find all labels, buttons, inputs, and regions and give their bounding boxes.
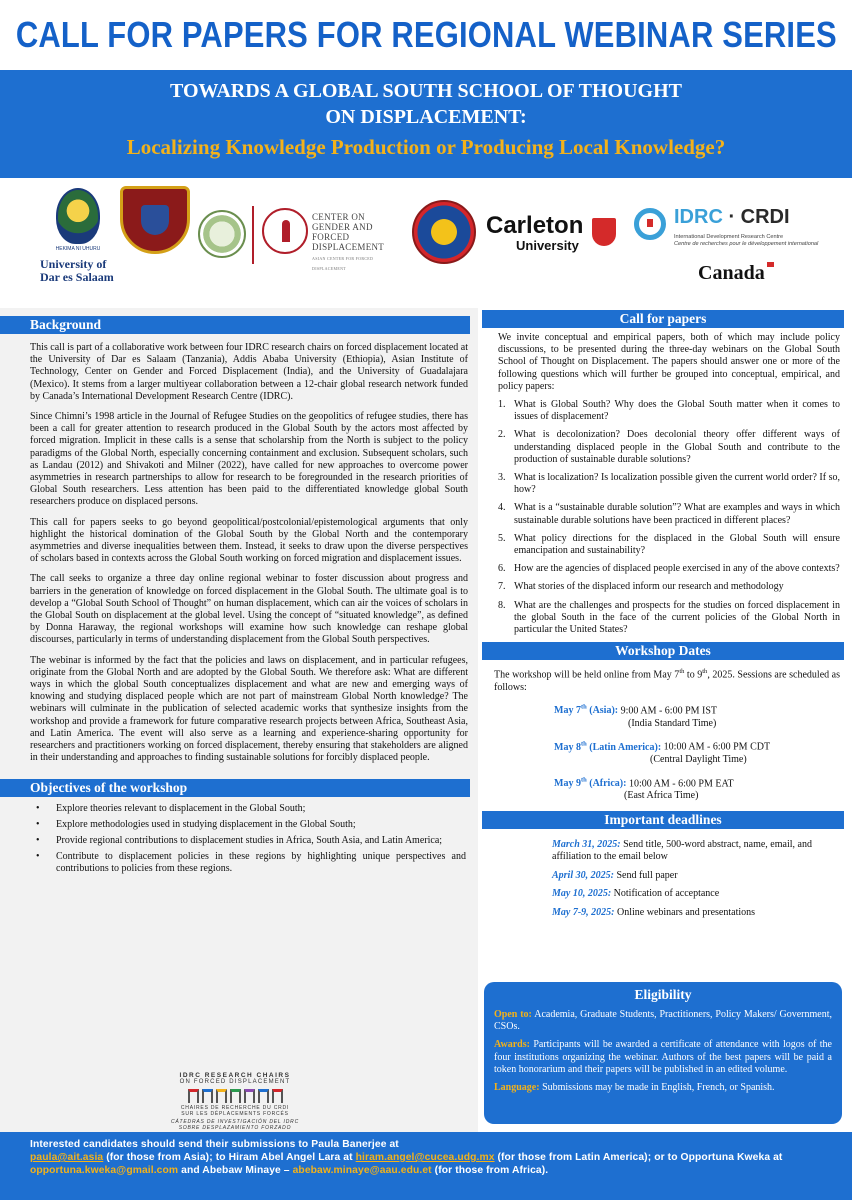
deadline-item [478,888,852,901]
eligibility-awards: Awards: Participants will be awarded a certificate of attendance with logos of the four institutions organizing the webinar. Authors of the best papers will be paid a token honorarium and their papers will be published in an edited volume. [494,1039,832,1075]
question-text: What is decolonization? Does decolonial theory offer different ways of understanding displaced people in the Global South and contribute to the production of sustainable durable solutions? [514,429,840,465]
question-item [498,429,840,466]
footer-text: and Abebaw Minaye – [178,1165,293,1176]
subtitle: Localizing Knowledge Production or Producing Local Knowledge? [126,135,726,159]
objective-item: • Explore theories relevant to displacement in the Global South; [30,803,466,815]
session-row [478,702,852,730]
call-for-papers-intro: We invite conceptual and empirical papers, both of which may include policy discussions, to be presented during the three-day webinars on the Global South School of Thought on Displacement. The papers should answer one or more of the following questions which will further be grouped into conceptual, empirical, and policy papers: [498,332,840,392]
deadline-text: Send full paper [613,869,678,881]
objective-item: • Explore methodologies used in studying displacement in the Global South; [30,819,466,831]
title-line-2: ON DISPLACEMENT: [325,106,527,128]
banner-title: CALL FOR PAPERS FOR REGIONAL WEBINAR SERIES [15,14,837,55]
eligibility-box [484,982,842,1124]
background-paragraph: Since Chimni’s 1998 article in the Journal of Refugee Studies on the geopolitics of refugee studies, there has been a call for greater attention to research produced in the Global South by the actors most affected by forced migration. Implicit in these calls is a sense that scholarship from the North is subject to the policy paradigms of the Global North, especially concerning containment and exclusion. Subsequent scholars, such as Landau (2012) and Shivakoti and Milner (2022), have called for new approaches to overcome power asymmetries in research partnerships to allow for research to be foregrounded in the research priorities of Global South researchers. Less attention has been paid to the differentiated knowledge global South researchers produce on displaced persons. [30,411,468,508]
deadline-date: March 31, 2025: [552,838,621,850]
carleton-line-2: University [516,238,579,253]
canada-wordmark: Canada [698,262,765,284]
left-column [0,308,478,1132]
deadline-text: Notification of acceptance [611,888,720,900]
objective-item: • Provide regional contributions to displacement studies in Africa, South Asia, and Latin America; [30,835,466,847]
question-text: What is Global South? Why does the Global South matter when it comes to issues of displacement? [514,399,840,423]
footer-text: (for those from Latin America); or to Opportuna Kweka at [494,1152,783,1163]
background-heading: Background [0,316,470,334]
session-timezone: (East Africa Time) [624,790,699,802]
idrc-name [674,206,790,229]
chairs-icon [150,1089,320,1103]
question-text: What is a “sustainable durable solution”? What are examples and ways in which sustainable durable solutions have been practiced in different places? [514,502,840,526]
ait-seal-icon [198,210,246,258]
idrc-name-a: IDRC [674,206,723,228]
udsm-logo [40,188,116,284]
deadline-text: Send title, 500-word abstract, name, email, and affiliation to the email below [552,838,812,863]
idrc-maple-icon [634,208,666,240]
footer-contact [0,1132,852,1200]
top-banner [0,0,852,70]
udsm-crest-icon [56,188,100,244]
question-text: What stories of the displaced inform our research and methodology [514,581,784,593]
session-day: May 8th (Latin America): [554,740,662,753]
aau-seal-icon [412,200,476,264]
chairs-line-1: IDRC RESEARCH CHAIRS [179,1072,291,1079]
eligibility-heading: Eligibility [634,987,692,1002]
question-text: How are the agencies of displaced people exercised in any of the above contexts? [514,563,840,575]
session-row [478,738,852,766]
question-item [498,399,840,423]
question-text: What are the challenges and prospects for the studies on forced displacement in the global South in the face of the current policies of the Global North in particular the United States? [514,599,840,636]
objective-item: • Contribute to displacement policies in these regions by highlighting unique perspectives and contributions to policies from these regions. [30,851,466,875]
questions-list [478,399,852,636]
udg-shield-icon [120,186,190,254]
question-number: 4. [498,502,506,514]
cgfd-line-1: CENTER ON [312,212,365,222]
title-band [0,70,852,178]
question-number: 7. [498,581,506,593]
objectives-heading: Objectives of the workshop [0,779,470,797]
question-item [498,502,840,526]
background-paragraph: This call for papers seeks to go beyond geopolitical/postcolonial/epistemological arguments that only highlight the historical domination of the Global South by the Global North and the contemporary asymmetries and diverse inequalities between them. Instead, it seeks to draw upon the diverse perspectives of scholars based in contexts across the Global South working on forced migration and displacement issues. [30,516,468,565]
idrc-sub-1: International Development Research Centre [674,234,784,240]
udsm-name-line-2: Dar es Salaam [40,270,114,284]
question-item [498,472,840,496]
question-item [498,581,840,593]
udsm-name-line-1: University of [40,257,107,271]
eligibility-language: Language: Submissions may be made in English, French, or Spanish. [494,1082,775,1094]
udsm-motto: HEKIMA NI UHURU [55,246,101,252]
deadlines-heading: Important deadlines [482,811,844,829]
deadline-item [478,907,852,920]
background-paragraph: This call is part of a collaborative work between four IDRC research chairs on forced displacement located at the University of Dar es Salaam (Tanzania), Addis Ababa University (Ethiopia), Asian Institute of Technology, Center on Gender and Forced Displacement (India), and the University of Guadalajara (Mexico). It stems from a larger multiyear collaboration between a 12-chair global research network funded by Canada’s International Development Research Centre (IDRC). [30,342,468,402]
question-text: What policy directions for the displaced in the Global South will ensure emancipation and sustainability? [514,532,840,557]
chairs-line-2: ON FORCED DISPLACEMENT [179,1079,291,1085]
background-paragraph: The webinar is informed by the fact that the policies and laws on displacement, and in particular refugees, originate from the Global North and are adopted by the Global South. We therefore ask: What are different ways in which the global South conceptualizes displacement and what are new and emerging ways of knowing and studying displaced people which are not part of mainstream Global North knowledge? The webinars will culminate in the publication of selected academic works that synthesize insights from the workshop and provide a framework for future comparative research projects between Africa, Southeast Asia, and Latin America. The event will also serve as a learning and experience-sharing opportunity for researchers and practitioners working on forced displacement, thereby ensuring that stakeholders are aligned in their understanding and approaches to finding sustainable solutions for forcibly displaced people. [30,654,468,764]
question-number: 8. [498,599,506,611]
session-row [478,775,852,803]
cgfd-line-4: DISPLACEMENT [312,242,385,252]
session-timezone: (Central Daylight Time) [650,754,747,766]
email-link-abebaw[interactable]: abebaw.minaye@aau.edu.et [292,1165,432,1176]
footer-text: (for those from Asia); to Hiram Abel Angel Lara at [103,1152,356,1163]
session-timezone: (India Standard Time) [628,717,717,729]
email-link-paula[interactable]: paula@ait.asia [30,1152,104,1163]
footer-text: Interested candidates should send their submissions to Paula Banerjee at [30,1139,399,1150]
email-link-opportuna[interactable]: opportuna.kweka@gmail.com [30,1165,179,1176]
session-time: 9:00 AM - 6:00 PM IST [618,705,718,717]
workshop-intro: The workshop will be held online from May 7th to 9th, 2025. Sessions are scheduled as follows: [494,668,841,693]
question-item [498,563,840,575]
chairs-line-3a: CHAIRES DE RECHERCHE DU CRDI [180,1105,290,1111]
chairs-line-3b: SUR LES DÉPLACEMENTS FORCÉS [181,1111,289,1117]
carleton-line-1: Carleton [486,212,584,239]
footer-text: (for those from Africa). [431,1165,549,1176]
cgfd-person-icon [262,208,308,254]
session-day: May 7th (Asia): [554,704,619,717]
call-for-papers-heading: Call for papers [482,310,844,328]
workshop-schedule [478,702,852,803]
carleton-shield-icon [592,218,616,246]
objectives-list [0,803,478,876]
idrc-name-b: · CRDI [722,206,790,228]
logo-divider [252,206,254,264]
deadline-date: April 30, 2025: [552,869,614,881]
deadline-item [478,870,852,883]
workshop-dates-heading: Workshop Dates [482,642,844,660]
deadline-date: May 7-9, 2025: [552,906,615,918]
question-number: 1. [498,399,506,411]
question-number: 2. [498,429,506,441]
deadline-date: May 10, 2025: [552,888,612,900]
question-number: 5. [498,532,506,544]
question-number: 6. [498,563,506,575]
cgfd-logo-text [312,212,398,274]
deadlines-list [478,839,852,920]
title-line-1: TOWARDS A GLOBAL SOUTH SCHOOL OF THOUGHT [170,80,682,102]
deadline-text: Online webinars and presentations [614,906,756,918]
chairs-line-4a: CÁTEDRAS DE INVESTIGACIÓN DEL IDRC [171,1119,299,1125]
email-link-hiram[interactable]: hiram.angel@cucea.udg.mx [355,1152,495,1163]
session-time: 10:00 AM - 6:00 PM CDT [661,741,771,753]
chairs-line-4b: SOBRE DESPLAZAMIENTO FORZADO [178,1125,292,1131]
question-number: 3. [498,472,506,484]
udg-logo [120,186,194,260]
logo-strip [0,178,852,308]
cgfd-line-3: FORCED [312,232,350,242]
cgfd-line-2: GENDER AND [312,222,373,232]
idrc-sub-2: Centre de recherches pour le développement international [674,241,819,247]
question-item [498,533,840,557]
background-paragraph: The call seeks to organize a three day online regional webinar to foster discussion about progress and barriers in the generation of knowledge on forced displacement in the Global South. The ultimate goal is to develop a “Global South School of Thought” on human displacement, which can air the voices of scholars in the Global South on displacement at the global level. Using the concept of “situated knowledge”, as defined by Donna Haraway, the regional workshops will examine how such knowledge can reshape global discourses, particularly in terms of understanding displacement from the Global South perspectives. [30,573,468,646]
carleton-logo [486,214,626,253]
deadline-item [478,839,852,864]
session-time: 10:00 AM - 6:00 PM EAT [626,777,734,789]
cgfd-sub: ASIAN CENTER FOR FORCED DISPLACEMENT [312,256,374,271]
question-text: What is localization? Is localization possible given the current world order? If so, how? [514,472,840,496]
eligibility-open: Open to: Academia, Graduate Students, Practitioners, Policy Makers/ Government, CSOs. [494,1009,832,1033]
question-item [498,600,840,637]
session-day: May 9th (Africa): [554,776,627,789]
research-chairs-logo [150,1072,320,1131]
